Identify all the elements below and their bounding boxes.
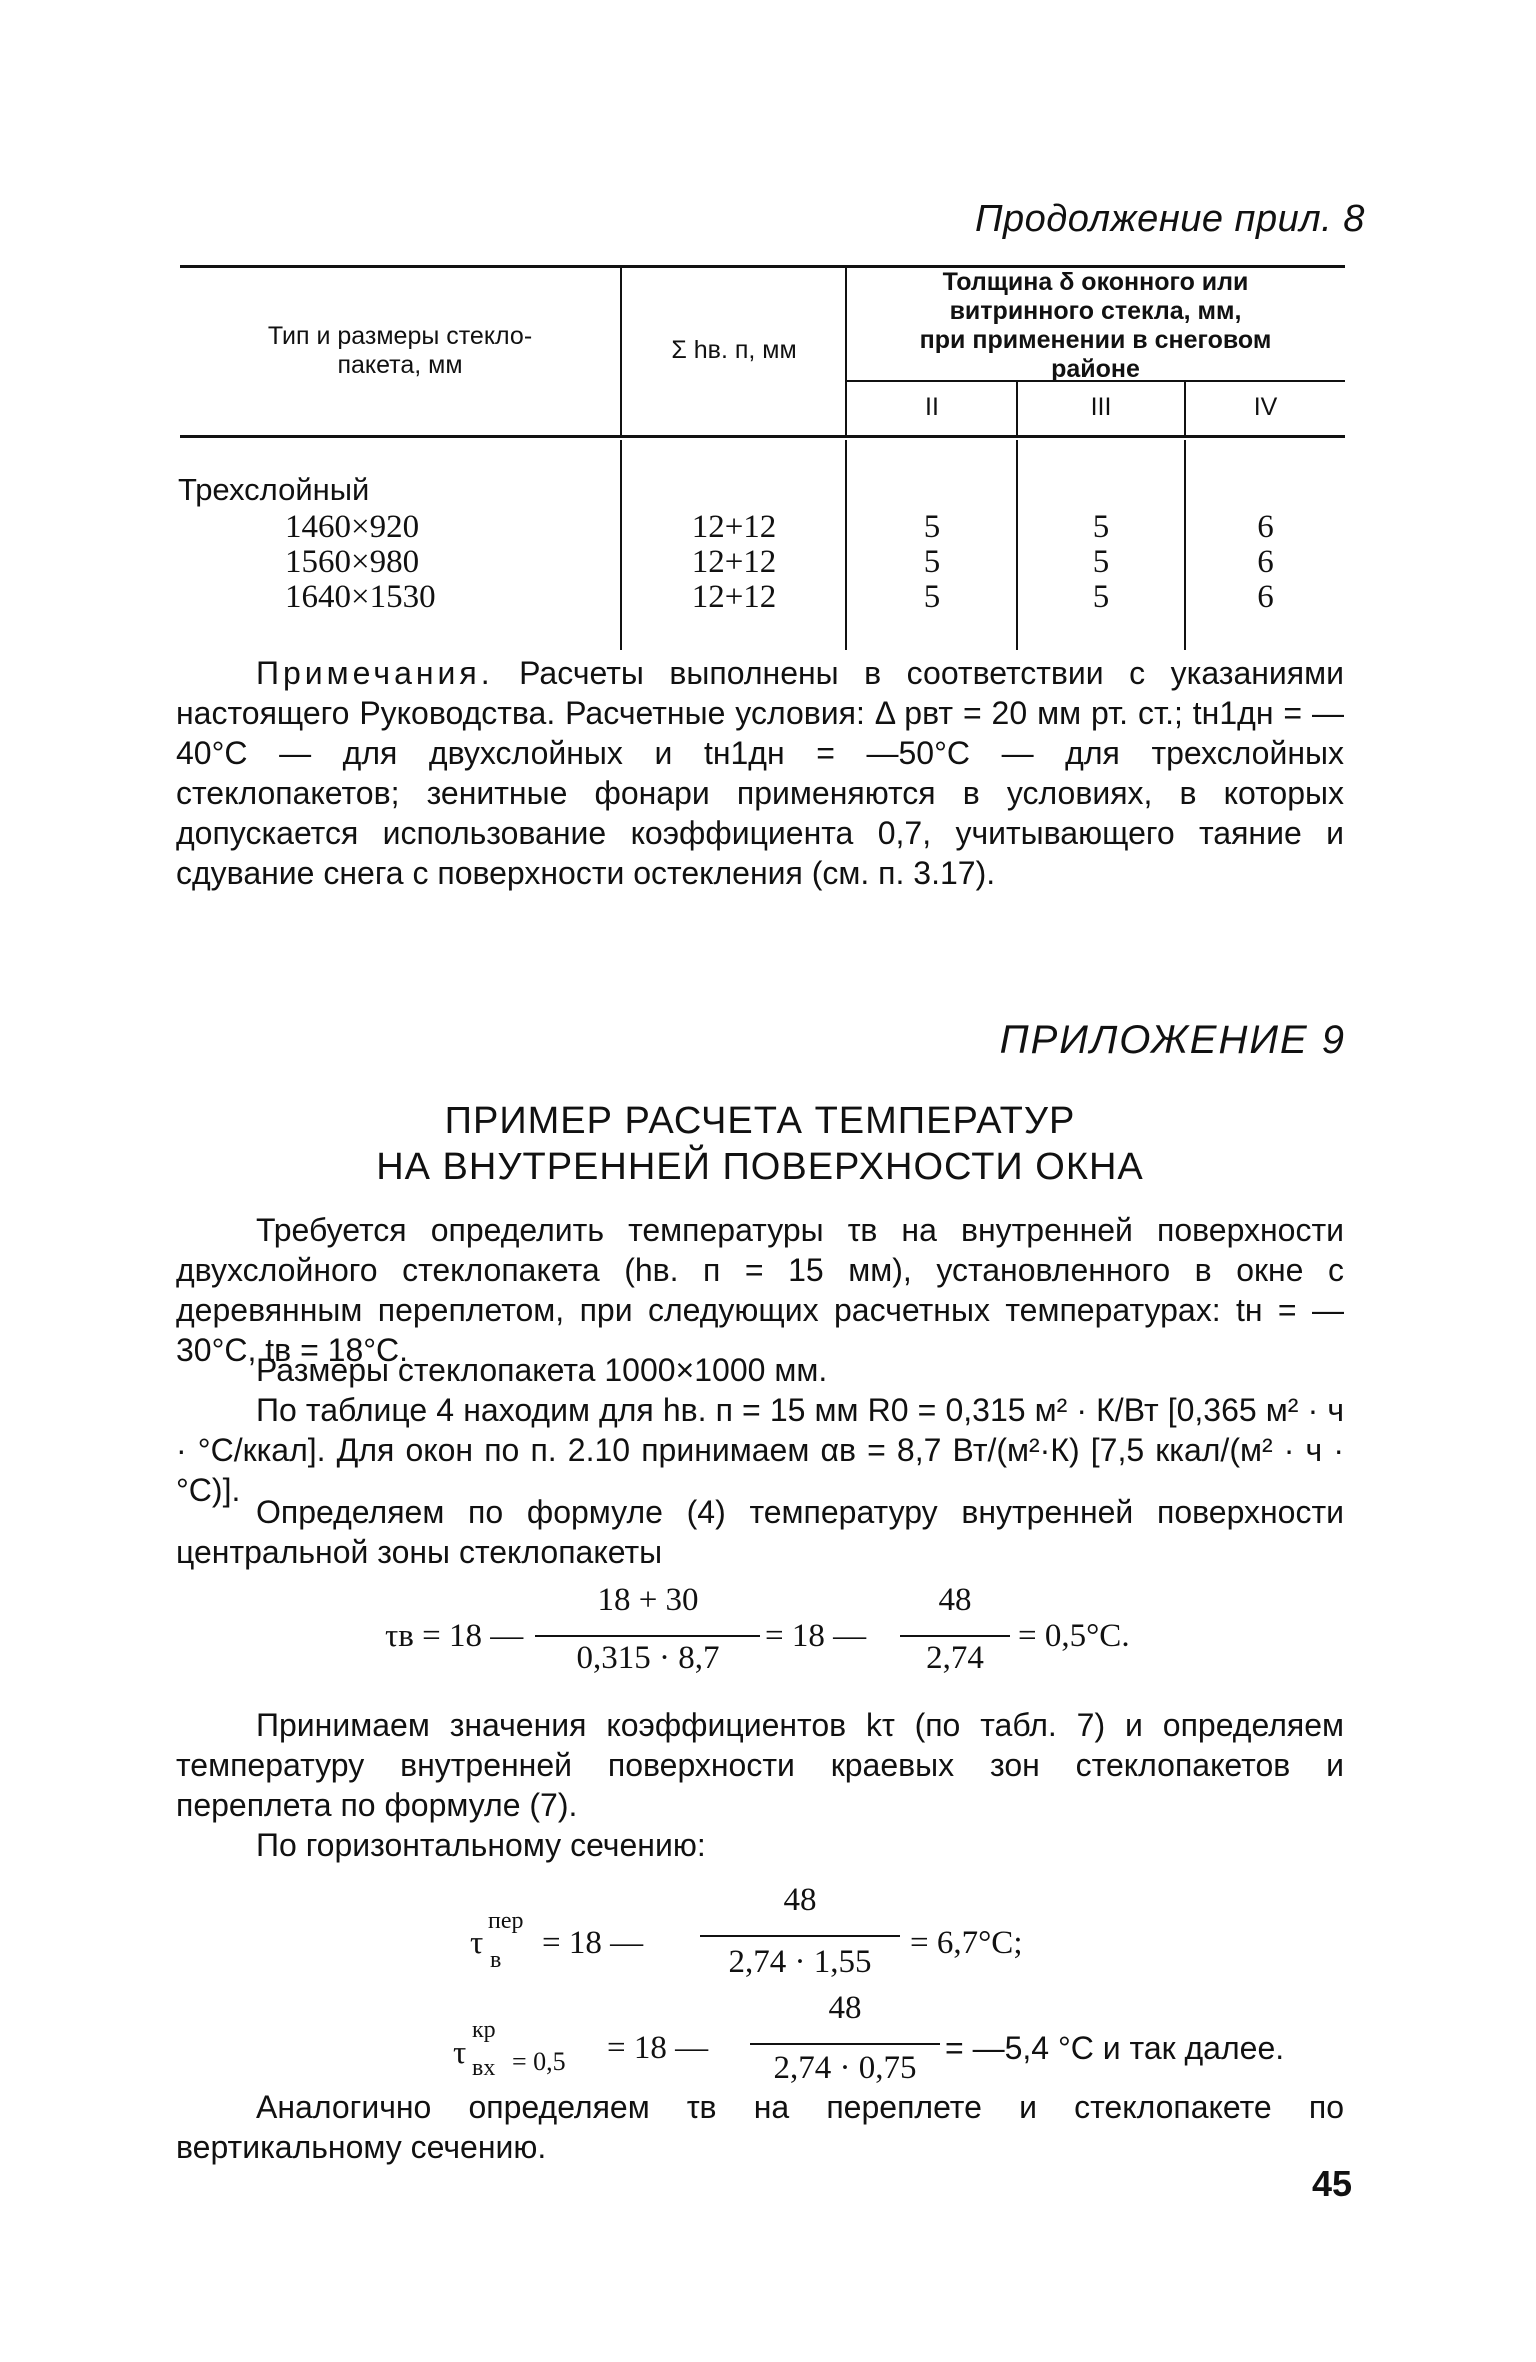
cell-r2: 5 [923,579,941,615]
col-rule-1 [620,268,622,435]
f1-lhs: τв = 18 — [385,1618,524,1654]
f3-lhs-symbol: τ [453,2035,467,2071]
header-region-2: II [925,393,939,421]
cell-r4: 6 [1257,579,1274,615]
f2-result: = 6,7°С; [910,1925,1023,1961]
f2-lhs-sup: пер [488,1908,524,1934]
cell-size: 1560×980 [285,544,420,580]
paragraph-vertical-section: Аналогично определяем τв на переплете и стеклопакете по вертикальному сечению. [176,2089,1344,2165]
cell-r3: 5 [1092,579,1110,615]
f2-lhs-symbol: τ [470,1925,484,1961]
body-rule-2 [845,440,847,650]
header-type-line1: Тип и размеры стекло- [267,322,533,350]
paragraph-edge-zones: Принимаем значения коэффициентов kτ (по табл. 7) и определяем температуру внутренней поверхности краевых зон стеклопакетов и переплета по формуле (7). [176,1707,1344,1823]
cell-size: 1460×920 [285,509,420,545]
body-rule-1 [620,440,622,650]
header-thickness-line1: Толщина δ оконного или [942,268,1249,296]
f2-lhs-sub: в [490,1947,502,1973]
header-type [190,322,610,380]
page-number: 45 [1312,2163,1353,2204]
f1-mid: = 18 — [765,1618,867,1654]
cell-r3: 5 [1092,544,1110,580]
notes-label: Примечания. [256,655,494,691]
paragraph-size: Размеры стеклопакета 1000×1000 мм. [256,1352,828,1388]
appendix-title [176,1098,1344,1190]
cell-r3: 5 [1092,509,1110,545]
f1-num2: 48 [938,1582,972,1618]
cell-r4: 6 [1257,509,1274,545]
appendix-title-line2: НА ВНУТРЕННЕЙ ПОВЕРХНОСТИ ОКНА [376,1146,1144,1188]
f1-den2: 2,74 [926,1640,984,1676]
paragraph-horizontal-section: По горизонтальному сечению: [256,1827,706,1863]
header-region-3: III [1090,393,1112,421]
running-header: Продолжение прил. 8 [975,198,1365,240]
f3-lhs-sub: вх [472,2055,496,2081]
header-region-4: IV [1253,393,1278,421]
header-thickness-line4: районе [1051,355,1140,383]
col-rule-2 [845,268,847,435]
f1-fraction-bar-2 [900,1635,1010,1637]
f2-den: 2,74 · 1,55 [728,1944,872,1980]
cell-r2: 5 [923,544,941,580]
f3-lhs-rest: = 18 — [607,2030,709,2066]
f3-den: 2,74 · 0,75 [773,2050,917,2086]
paragraph-formula-intro: Определяем по формуле (4) температуру внутренней поверхности центральной зоны стеклопакеты [176,1494,1344,1570]
header-sum-h: Σ hв. п, мм [671,336,797,364]
f1-result: = 0,5°С. [1018,1618,1130,1654]
header-bottom-rule [180,435,1345,438]
cell-r4: 6 [1257,544,1274,580]
header-type-line2: пакета, мм [337,351,463,379]
f1-den1: 0,315 · 8,7 [576,1640,720,1676]
cell-size: 1640×1530 [285,579,436,615]
header-thickness-line2: витринного стекла, мм, [949,297,1242,325]
f3-result: = —5,4 °С и так далее. [945,2030,1285,2066]
table-notes [176,653,1344,893]
cell-r2: 5 [923,509,941,545]
f3-num: 48 [828,1990,862,2026]
appendix-label: ПРИЛОЖЕНИЕ 9 [999,1018,1346,1062]
appendix-title-line1: ПРИМЕР РАСЧЕТА ТЕМПЕРАТУР [444,1100,1076,1142]
f2-fraction-bar [700,1935,900,1937]
f3-lhs-cond: = 0,5 [512,2047,566,2076]
notes-text: Расчеты выполнены в соответствии с указаниями настоящего Руководства. Расчетные условия: Δ pвт = 20 мм рт. ст.; tн1дн = —40°С — для двухслойных и tн1дн = —50°С — для трехслойных стеклопакетов; зенитные фонари применяются в условиях, в которых допускается использование коэффициента 0,7, учитывающего таяние и сдувание снега с поверхности остекления (см. п. 3.17). [176,655,1344,891]
group-label: Трехслойный [178,472,370,507]
f1-fraction-bar-1 [535,1635,760,1637]
header-thickness [848,268,1343,384]
cell-sum: 12+12 [691,579,777,615]
f2-num: 48 [783,1882,817,1918]
f3-lhs-sup: кр [472,2017,496,2043]
f1-num1: 18 + 30 [597,1582,699,1618]
f2-lhs-rest: = 18 — [542,1925,644,1961]
paragraph-resistance: По таблице 4 находим для hв. п = 15 мм R0 = 0,315 м² · К/Вт [0,365 м² · ч · °С/ккал]. Для окон по п. 2.10 принимаем αв = 8,7 Вт/(м²·К) [7,5 ккал/(м² · ч · °С)]. [176,1392,1344,1508]
cell-sum: 12+12 [691,509,777,545]
cell-sum: 12+12 [691,544,777,580]
paragraph-task: Требуется определить температуры τв на внутренней поверхности двухслойного стеклопакета (hв. п = 15 мм), установленного в окне с деревянным переплетом, при следующих расчетных температурах: tн = —30°С, tв = 18°С. [176,1212,1344,1368]
header-thickness-line3: при применении в снеговом [919,326,1272,354]
f3-fraction-bar [750,2043,940,2045]
